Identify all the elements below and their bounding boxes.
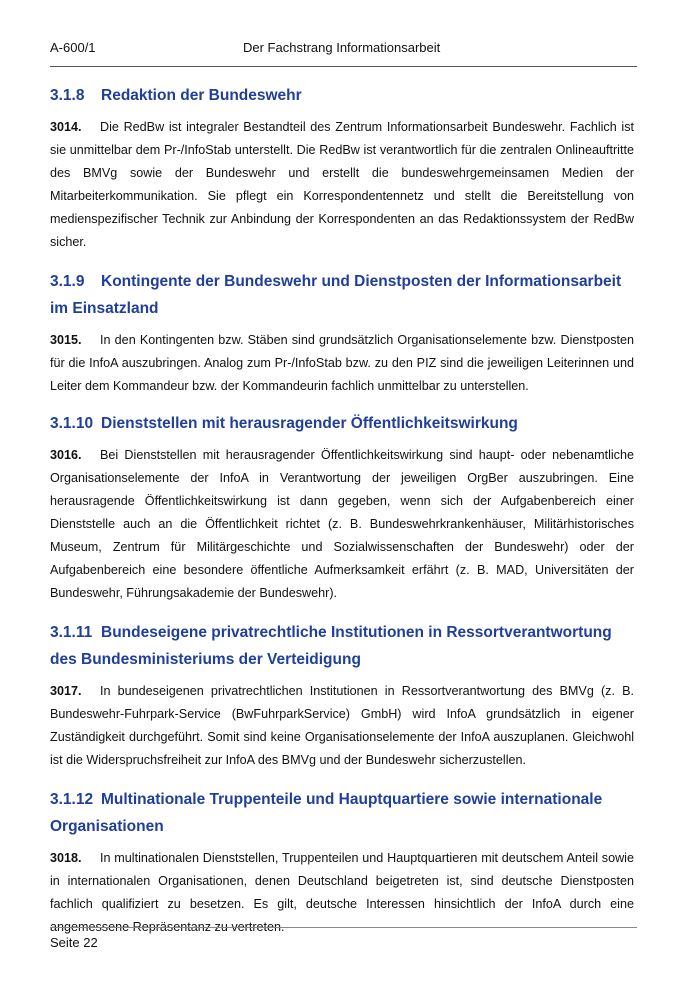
paragraph-number: 3017.: [50, 684, 82, 698]
document-id: A-600/1: [50, 40, 96, 55]
section-title: Redaktion der Bundeswehr: [101, 87, 302, 104]
paragraph-number: 3015.: [50, 333, 82, 347]
paragraph-text: Die RedBw ist integraler Bestandteil des Zentrum Informationsarbeit Bundeswehr. Fachlich ist sie unmittelbar dem Pr-/InfoStab unterstellt. Die RedBw ist verantwortlich für die zentralen Onlineauftritte des BMVg sowie der Bundeswehr und erstellt die bundeswehrgemeinsamen Medien der Mitarbeiterkommunikation. Sie pflegt ein Korrespondentennetz und stellt die Bereitstellung von medienspezifischer Technik zur Anbindung der Korrespondenten an das Redaktionssystem der RedBw sicher.: [50, 120, 634, 249]
section-heading: [50, 619, 634, 673]
paragraph-text: In den Kontingenten bzw. Stäben sind grundsätzlich Organisationselemente bzw. Dienstposten für die InfoA auszubringen. Analog zum Pr-/InfoStab bzw. zu den PIZ sind die jeweiligen Leiterinnen und Leiter dem Kommandeur bzw. der Kommandeurin fachlich unmittelbar zu unterstellen.: [50, 333, 634, 393]
paragraph-text: In multinationalen Dienststellen, Truppenteilen und Hauptquartieren mit deutschem Anteil sowie in internationalen Organisationen, denen Deutschland beigetreten ist, sind deutsche Dienstposten fachlich qualifiziert zu besetzen. Es gilt, deutsche Interessen hinsichtlich der InfoA durch eine angemessene Repräsentanz zu vertreten.: [50, 851, 634, 934]
section-3-1-10: [50, 410, 634, 605]
paragraph-text: Bei Dienststellen mit herausragender Öffentlichkeitswirkung sind haupt- oder nebenamtliche Organisationselemente der InfoA in Verantwortung der jeweiligen OrgBer auszubringen. Eine herausragende Öffentlichkeitswirkung ist dann gegeben, wenn sich der Aufgabenbereich einer Dienststelle auch an die Öffentlichkeit richtet (z. B. Bundeswehrkrankenhäuser, Militärhistorisches Museum, Zentrum für Militärgeschichte und Sozialwissenschaften der Bundeswehr) oder der Aufgabenbereich eine besondere öffentliche Aufmerksamkeit erfährt (z. B. MAD, Universitäten der Bundeswehr, Führungsakademie der Bundeswehr).: [50, 448, 634, 600]
section-3-1-9: [50, 268, 634, 398]
section-3-1-8: [50, 82, 634, 254]
section-title: Dienststellen mit herausragender Öffentlichkeitswirkung: [101, 415, 518, 432]
section-title: Multinationale Truppenteile und Hauptquartiere sowie internationale Organisationen: [50, 791, 603, 835]
paragraph-3018: [50, 847, 634, 939]
section-number: 3.1.8: [50, 87, 85, 104]
paragraph-number: 3016.: [50, 448, 82, 462]
paragraph-number: 3018.: [50, 851, 82, 865]
page-number: Seite 22: [50, 935, 98, 950]
paragraph-number: 3014.: [50, 120, 82, 134]
section-heading: [50, 268, 634, 322]
paragraph-3016: [50, 444, 634, 605]
section-number: 3.1.9: [50, 273, 85, 290]
section-number: 3.1.10: [50, 415, 94, 432]
page-content: [50, 82, 634, 947]
page-header: [50, 40, 637, 67]
section-number: 3.1.12: [50, 791, 94, 808]
section-heading: [50, 786, 634, 840]
paragraph-text: In bundeseigenen privatrechtlichen Institutionen in Ressortverantwortung des BMVg (z. B. Bundeswehr-Fuhrpark-Service (BwFuhrparkService) GmbH) wird InfoA grundsätzlich in eigener Zuständigkeit durchgeführt. Somit sind keine Organisationselemente der InfoA auszuplanen. Gleichwohl ist die Widerspruchsfreiheit zur InfoA des BMVg und der Bundeswehr sicherzustellen.: [50, 684, 634, 767]
section-3-1-11: [50, 619, 634, 772]
section-heading: [50, 82, 634, 109]
page-footer: [50, 927, 637, 950]
section-title: Bundeseigene privatrechtliche Institutionen in Ressortverantwortung des Bundesministeriums der Verteidigung: [50, 624, 612, 668]
paragraph-3014: [50, 116, 634, 254]
document-title: Der Fachstrang Informationsarbeit: [243, 40, 441, 55]
section-number: 3.1.11: [50, 624, 93, 641]
paragraph-3015: [50, 329, 634, 398]
section-3-1-12: [50, 786, 634, 939]
section-title: Kontingente der Bundeswehr und Dienstposten der Informationsarbeit im Einsatzland: [50, 273, 622, 317]
paragraph-3017: [50, 680, 634, 772]
section-heading: [50, 410, 634, 437]
